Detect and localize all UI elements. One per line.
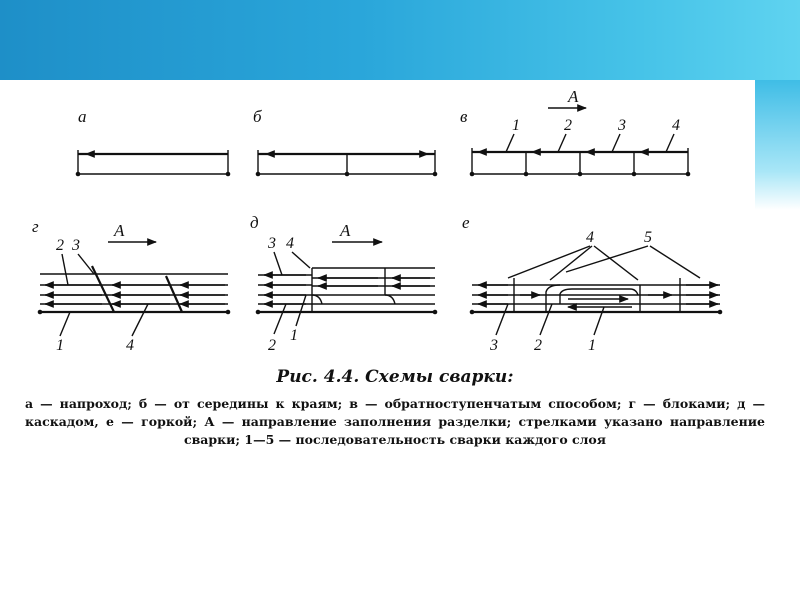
panel-g-letter: г xyxy=(32,217,39,236)
panel-e-num-2: 2 xyxy=(534,337,542,354)
panel-v xyxy=(460,87,690,176)
panel-v-num-2: 2 xyxy=(564,117,572,134)
panel-b-letter: б xyxy=(253,107,262,126)
panel-d-num-2: 2 xyxy=(268,337,276,354)
panel-d-num-1: 1 xyxy=(290,327,298,344)
panel-e-num-3: 3 xyxy=(490,337,498,354)
panel-d-direction-label: A xyxy=(340,221,351,240)
panel-g-num-4: 4 xyxy=(126,337,134,354)
panel-v-num-1: 1 xyxy=(512,117,520,134)
panel-e-letter: е xyxy=(462,213,470,232)
panel-g xyxy=(32,217,230,354)
figure-caption xyxy=(15,367,775,449)
panel-e-num-1: 1 xyxy=(588,337,596,354)
panel-e xyxy=(462,213,722,354)
header-banner xyxy=(0,0,800,80)
panel-v-num-3: 3 xyxy=(618,117,626,134)
welding-schemes-figure xyxy=(20,80,755,380)
panel-v-num-4: 4 xyxy=(672,117,680,134)
panel-d-num-3: 3 xyxy=(268,235,276,252)
panel-e-num-5: 5 xyxy=(644,229,652,246)
panel-g-num-2: 2 xyxy=(56,237,64,254)
panel-a-letter: а xyxy=(78,107,87,126)
welding-schemes-diagram xyxy=(20,80,755,380)
panel-v-direction-label: A xyxy=(568,87,579,106)
panel-e-num-4: 4 xyxy=(586,229,594,246)
caption-body: а — напроход; б — от середины к краям; в — обратноступенчатым способом; г — блоками; д — каскадом, е — горкой; А — направление заполнения разделки; стрелками указано направление сварки; 1—5 — последовательность сварки каждого слоя xyxy=(25,396,765,447)
panel-d-num-4: 4 xyxy=(286,235,294,252)
panel-b xyxy=(253,107,437,176)
panel-g-num-3: 3 xyxy=(72,237,80,254)
panel-d-letter: д xyxy=(250,213,259,232)
panel-a xyxy=(76,107,231,176)
banner-edge-decoration xyxy=(755,80,800,210)
panel-g-direction-label: A xyxy=(114,221,125,240)
caption-title: Рис. 4.4. Схемы сварки: xyxy=(276,367,514,387)
panel-v-letter: в xyxy=(460,107,468,126)
panel-g-num-1: 1 xyxy=(56,337,64,354)
panel-d xyxy=(250,213,437,354)
